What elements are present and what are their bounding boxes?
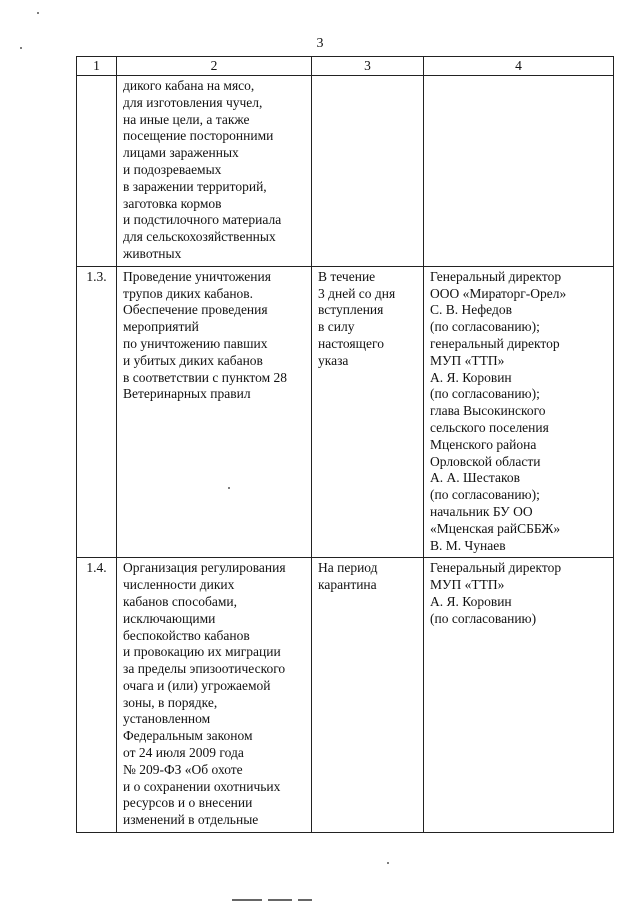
column-header-1: 1 — [77, 57, 117, 76]
responsible-cell — [424, 558, 614, 833]
cell-text-line: вступления — [318, 302, 384, 318]
deadline-cell — [312, 76, 424, 267]
cell-text-line: за пределы эпизоотического — [123, 661, 286, 677]
cell-text-line: и подозреваемых — [123, 161, 222, 177]
column-header-4: 4 — [424, 57, 614, 76]
cell-text-line: в силу — [318, 319, 355, 335]
table-row — [77, 266, 614, 558]
scan-mark — [298, 899, 312, 901]
cell-text-line: Федеральным законом — [123, 728, 253, 744]
cell-text-line: Обеспечение проведения — [123, 302, 268, 318]
cell-text-line: настоящего — [318, 335, 384, 351]
page-number: 3 — [316, 36, 324, 51]
cell-text-line: 3 дней со дня — [318, 285, 396, 301]
cell-text-line: (по согласованию); — [430, 319, 540, 335]
cell-text-line: трупов диких кабанов. — [123, 285, 254, 301]
cell-text-line: в соответствии с пунктом 28 — [123, 369, 287, 385]
measure-cell — [117, 558, 312, 833]
cell-text-line: (по согласованию); — [430, 487, 540, 503]
cell-text-line: карантина — [318, 577, 377, 593]
cell-text-line: очага и (или) угрожаемой — [123, 677, 271, 693]
cell-text-line: лицами зараженных — [123, 145, 239, 161]
cell-text-line: зоны, в порядке, — [123, 694, 218, 710]
scan-mark — [232, 899, 262, 901]
cell-text-line: и подстилочного материала — [123, 212, 282, 228]
cell-text-line: указа — [318, 352, 349, 368]
cell-text-line: изменений в отдельные — [123, 812, 259, 828]
cell-text-line: численности диких — [123, 577, 235, 593]
scan-speck — [387, 862, 389, 864]
cell-text-line: заготовка кормов — [123, 195, 222, 211]
cell-text-line: генеральный директор — [430, 335, 560, 351]
cell-text-line: В течение — [318, 268, 376, 284]
cell-text-line: мероприятий — [123, 319, 199, 335]
row-number: 1.4. — [77, 558, 117, 833]
cell-text-line: ООО «Мираторг-Орел» — [430, 285, 567, 301]
table-row — [77, 558, 614, 833]
cell-text-line: А. Я. Коровин — [430, 369, 512, 385]
scan-mark — [268, 899, 292, 901]
cell-text-line: дикого кабана на мясо, — [123, 78, 255, 93]
row-number — [77, 76, 117, 267]
scan-speck — [20, 47, 22, 49]
cell-text-line: начальник БУ ОО — [430, 503, 533, 519]
deadline-cell — [312, 558, 424, 833]
cell-text-line: сельского поселения — [430, 419, 549, 435]
row-number: 1.3. — [77, 266, 117, 558]
cell-text-line: и о сохранении охотничьих — [123, 778, 281, 794]
cell-text-line: кабанов способами, — [123, 593, 237, 609]
cell-text-line: беспокойство кабанов — [123, 627, 250, 643]
scan-speck — [37, 12, 39, 14]
cell-text-line: № 209-ФЗ «Об охоте — [123, 761, 243, 777]
cell-text-line: и провокацию их миграции — [123, 644, 281, 660]
cell-text-line: С. В. Нефедов — [430, 302, 512, 318]
measure-cell — [117, 266, 312, 558]
column-header-3: 3 — [312, 57, 424, 76]
responsible-cell — [424, 266, 614, 558]
cell-text-line: Орловской области — [430, 453, 541, 469]
cell-text-line: А. Я. Коровин — [430, 593, 512, 609]
cell-text-line: глава Высокинского — [430, 403, 546, 419]
cell-text-line: МУП «ТТП» — [430, 352, 505, 368]
cell-text-line: животных — [123, 245, 182, 261]
cell-text-line: на иные цели, а также — [123, 111, 250, 127]
cell-text-line: Ветеринарных правил — [123, 386, 251, 402]
column-header-2: 2 — [117, 57, 312, 76]
cell-text-line: (по согласованию); — [430, 386, 540, 402]
cell-text-line: Генеральный директор — [430, 268, 562, 284]
cell-text-line: по уничтожению павших — [123, 335, 268, 351]
header-row — [77, 57, 614, 76]
cell-text-line: установленном — [123, 711, 211, 727]
cell-text-line: Организация регулирования — [123, 560, 286, 576]
cell-text-line: посещение посторонними — [123, 128, 274, 144]
cell-text-line: Проведение уничтожения — [123, 268, 271, 284]
measure-cell — [117, 76, 312, 267]
deadline-cell — [312, 266, 424, 558]
table-body — [77, 76, 614, 833]
cell-text-line: Мценского района — [430, 436, 537, 452]
cell-text-line: от 24 июля 2009 года — [123, 745, 244, 761]
cell-text-line: для сельскохозяйственных — [123, 229, 276, 245]
cell-text-line: МУП «ТТП» — [430, 577, 505, 593]
cell-text-line: В. М. Чунаев — [430, 537, 506, 553]
cell-text-line: А. А. Шестаков — [430, 470, 520, 486]
cell-text-line: исключающими — [123, 610, 216, 626]
responsible-cell — [424, 76, 614, 267]
cell-text-line: для изготовления чучел, — [123, 94, 263, 110]
cell-text-line: ресурсов и о внесении — [123, 795, 253, 811]
cell-text-line: и убитых диких кабанов — [123, 352, 263, 368]
table-row — [77, 76, 614, 267]
measures-table — [76, 56, 614, 833]
cell-text-line: На период — [318, 560, 378, 576]
cell-text-line: Генеральный директор — [430, 560, 562, 576]
cell-text-line: «Мценская райСББЖ» — [430, 520, 561, 536]
cell-text-line: в заражении территорий, — [123, 178, 267, 194]
cell-text-line: (по согласованию) — [430, 610, 537, 626]
